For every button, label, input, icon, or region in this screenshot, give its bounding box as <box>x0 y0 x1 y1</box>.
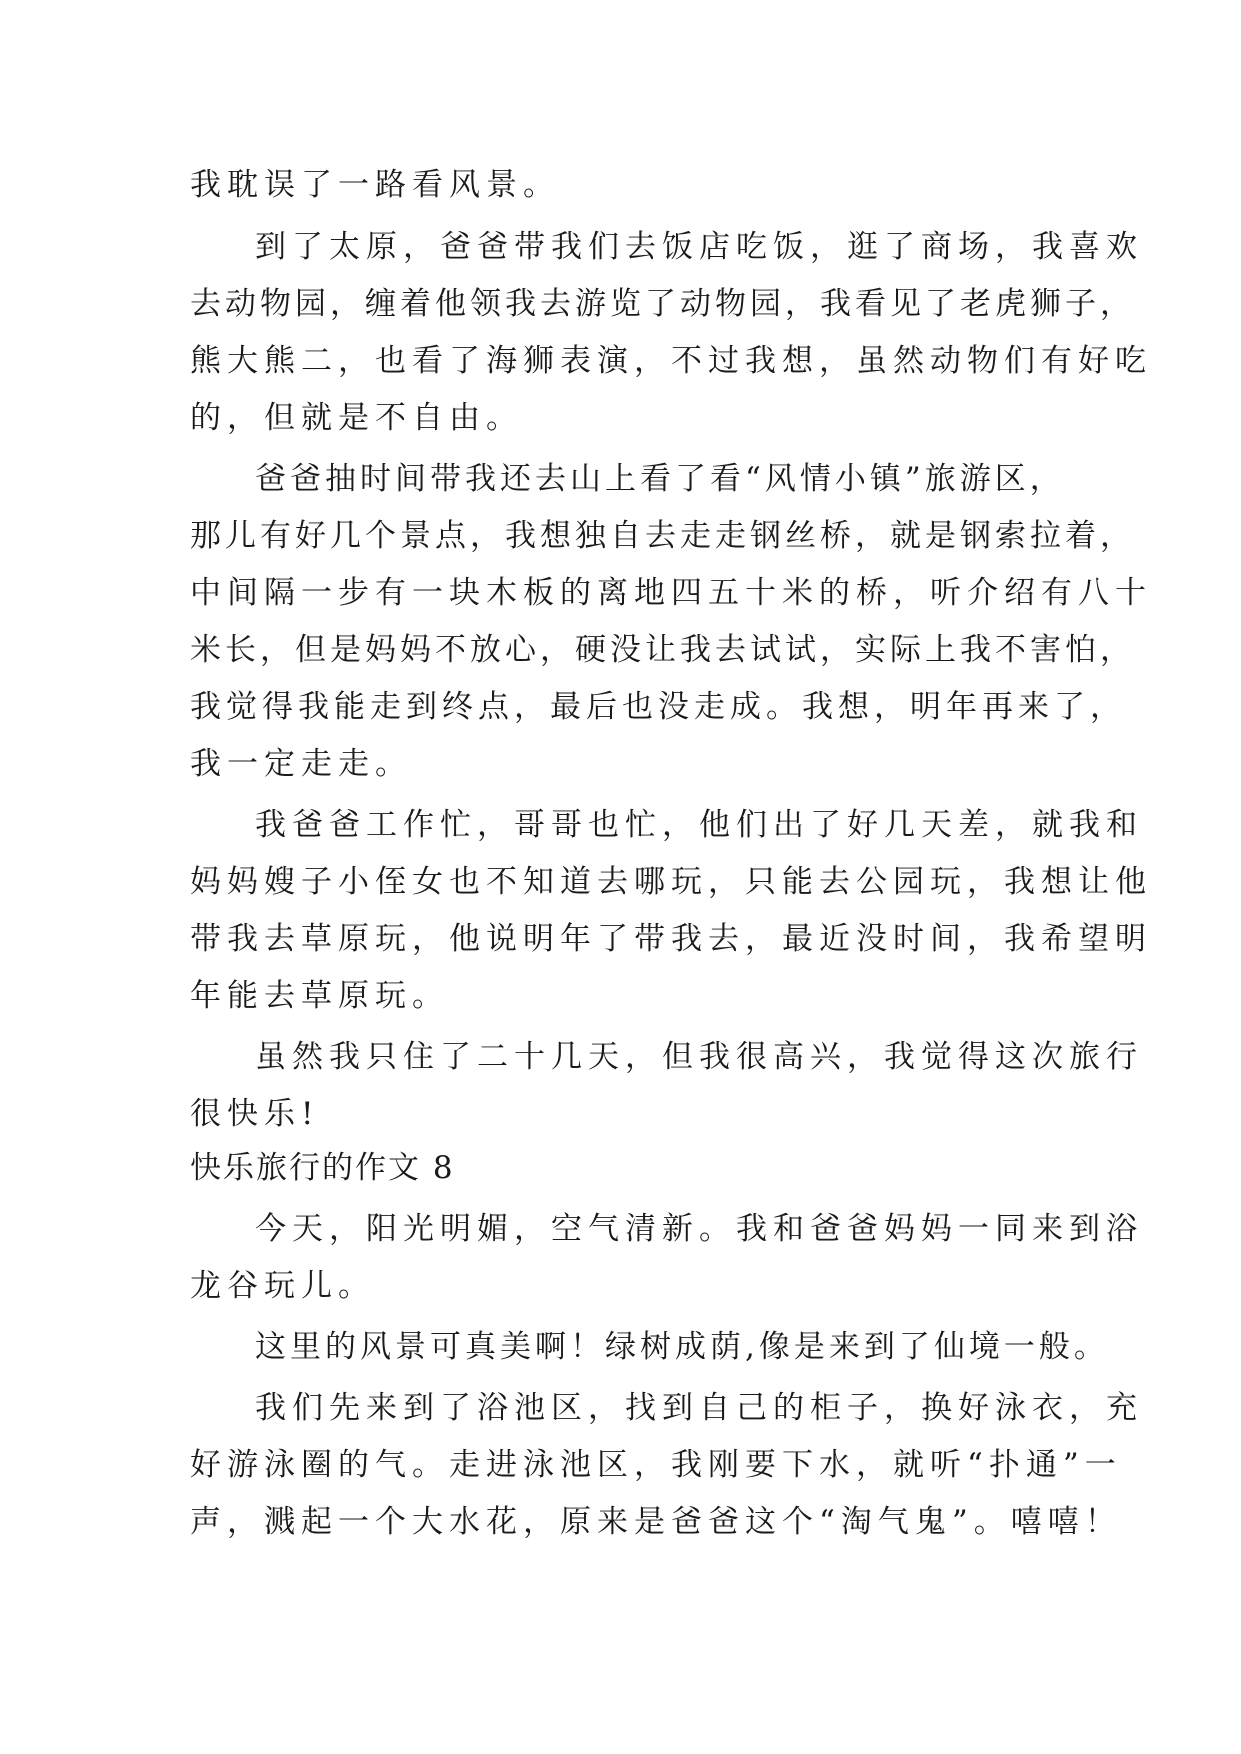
text-line: 爸爸抽时间带我还去山上看了看“风情小镇”旅游区， <box>255 461 1065 497</box>
text-line: 带我去草原玩，他说明年了带我去，最近没时间，我希望明 <box>190 921 1152 957</box>
text-line: 到了太原，爸爸带我们去饭店吃饭，逛了商场，我喜欢 <box>255 229 1143 265</box>
text-line: 熊大熊二，也看了海狮表演，不过我想，虽然动物们有好吃 <box>190 343 1152 379</box>
section-heading: 快乐旅行的作文 8 <box>190 1150 455 1186</box>
text-line: 中间隔一步有一块木板的离地四五十米的桥，听介绍有八十 <box>190 575 1152 611</box>
text-line: 虽然我只住了二十几天，但我很高兴，我觉得这次旅行 <box>255 1039 1143 1075</box>
text-line: 今天，阳光明媚，空气清新。我和爸爸妈妈一同来到浴 <box>255 1211 1143 1247</box>
text-line: 去动物园，缠着他领我去游览了动物园，我看见了老虎狮子， <box>190 286 1135 322</box>
text-line: 妈妈嫂子小侄女也不知道去哪玩，只能去公园玩，我想让他 <box>190 864 1152 900</box>
text-line: 的，但就是不自由。 <box>190 400 523 436</box>
text-line: 很快乐! <box>190 1096 320 1132</box>
text-line: 我耽误了一路看风景。 <box>190 167 560 203</box>
text-line: 年能去草原玩。 <box>190 978 449 1014</box>
text-line: 我们先来到了浴池区，找到自己的柜子，换好泳衣，充 <box>255 1390 1143 1426</box>
text-line: 好游泳圈的气。走进泳池区，我刚要下水，就听“扑通”一 <box>190 1447 1122 1483</box>
text-line: 我一定走走。 <box>190 746 412 782</box>
text-line: 这里的风景可真美啊！绿树成荫,像是来到了仙境一般。 <box>255 1329 1109 1365</box>
text-line: 龙谷玩儿。 <box>190 1268 375 1304</box>
text-line: 声，溅起一个大水花，原来是爸爸这个“淘气鬼”。嘻嘻！ <box>190 1504 1122 1540</box>
text-line: 那儿有好几个景点，我想独自去走走钢丝桥，就是钢索拉着， <box>190 518 1135 554</box>
text-line: 我爸爸工作忙，哥哥也忙，他们出了好几天差，就我和 <box>255 807 1143 843</box>
text-line: 米长，但是妈妈不放心，硬没让我去试试，实际上我不害怕， <box>190 632 1135 668</box>
text-line: 我觉得我能走到终点，最后也没走成。我想，明年再来了， <box>190 689 1126 725</box>
